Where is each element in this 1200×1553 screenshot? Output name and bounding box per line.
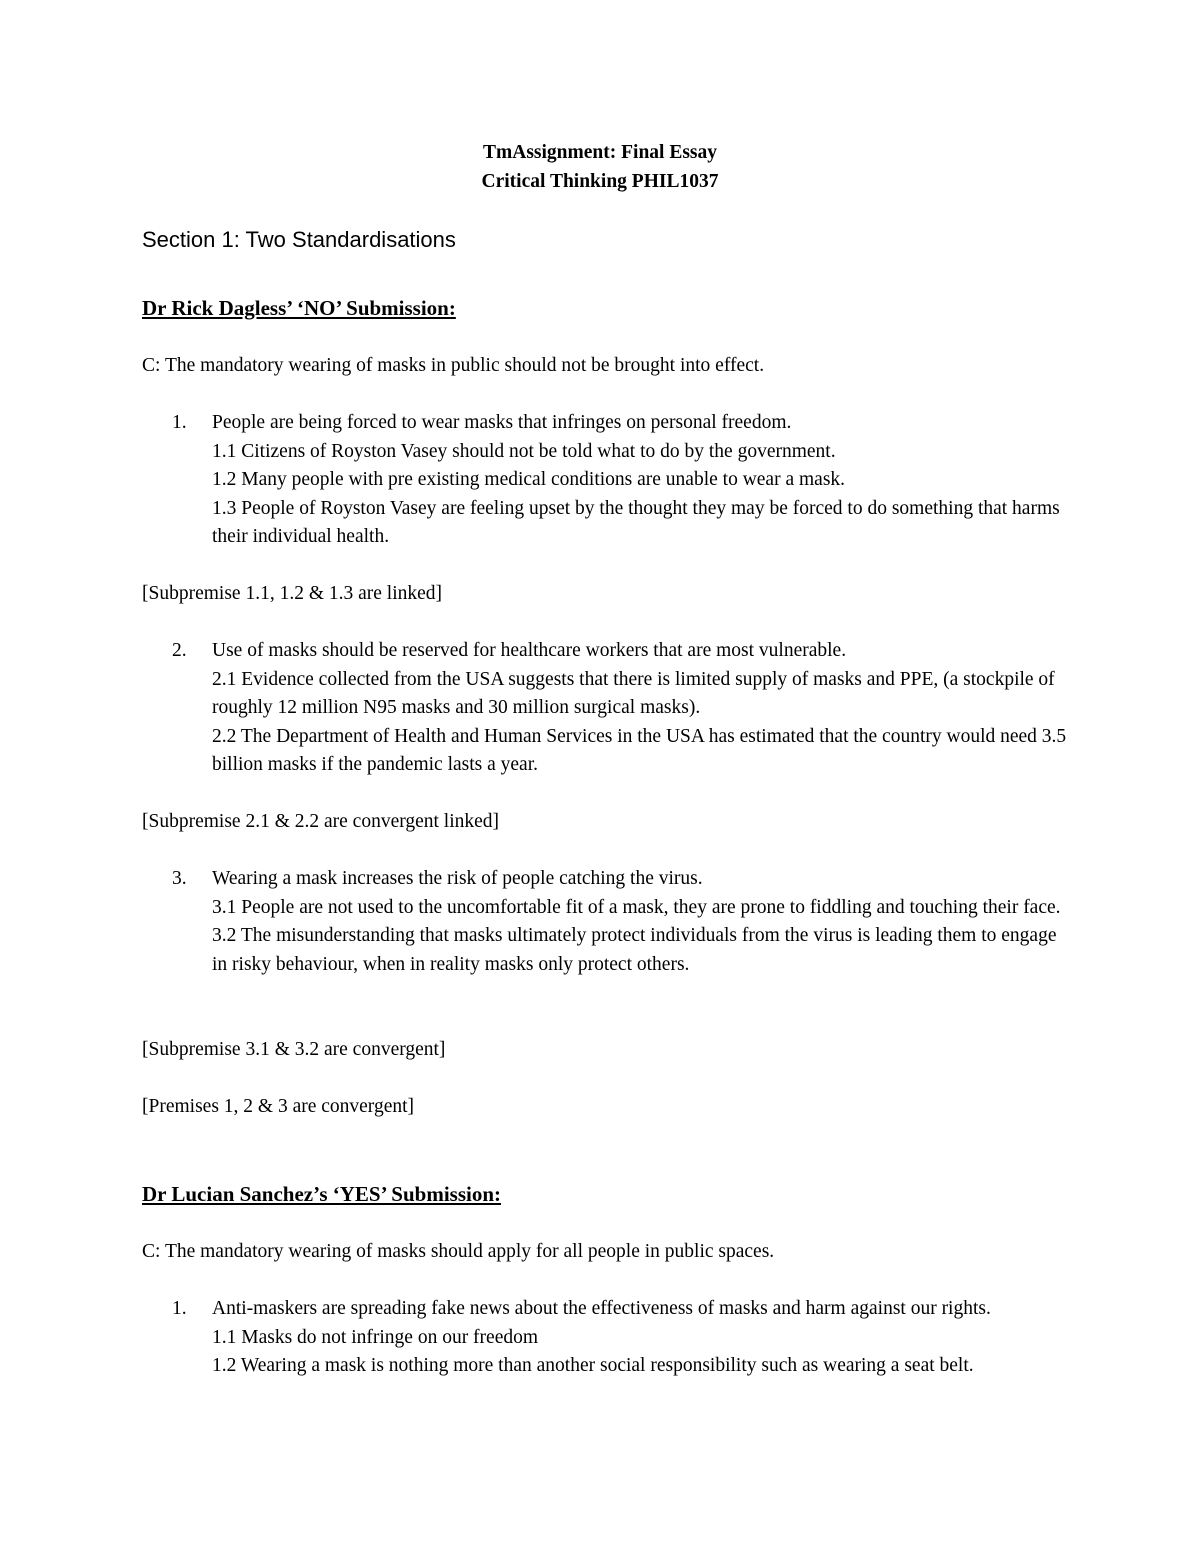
section-heading: Section 1: Two Standardisations [142, 227, 456, 252]
no-premise-3 [142, 865, 1072, 979]
premises-note: [Premises 1, 2 & 3 are convergent] [142, 1096, 415, 1117]
premise-number: 2. [172, 640, 187, 661]
document-title: TmAssignment: Final Essay [482, 142, 718, 163]
subpremise: 2.2 The Department of Health and Human Services in the USA has estimated that the country would need 3.5 billion masks if the pandemic lasts a year. [212, 725, 1067, 776]
subpremise: 1.1 Citizens of Royston Vasey should not be told what to do by the government. [212, 440, 836, 462]
linkage-note: [Subpremise 1.1, 1.2 & 1.3 are linked] [142, 583, 443, 604]
subpremise: 1.1 Masks do not infringe on our freedom [212, 1326, 539, 1348]
no-premise-2 [142, 637, 1072, 780]
yes-submission-heading: Dr Lucian Sanchez’s ‘YES’ Submission: [142, 1182, 502, 1206]
premise-number: 3. [172, 868, 187, 889]
yes-premise-1 [142, 1295, 1072, 1381]
yes-conclusion: C: The mandatory wearing of masks should apply for all people in public spaces. [142, 1241, 775, 1262]
no-submission-heading: Dr Rick Dagless’ ‘NO’ Submission: [142, 296, 456, 320]
subpremise: 1.2 Many people with pre existing medical conditions are unable to wear a mask. [212, 469, 846, 491]
premise-text: Wearing a mask increases the risk of people catching the virus. [212, 868, 703, 889]
premise-text: Use of masks should be reserved for healthcare workers that are most vulnerable. [212, 640, 847, 661]
subpremise: 2.1 Evidence collected from the USA suggests that there is limited supply of masks and PPE, (a stockpile of roughly 12 million N95 masks and 30 million surgical masks). [212, 668, 1055, 719]
linkage-note: [Subpremise 2.1 & 2.2 are convergent linked] [142, 811, 500, 832]
subpremise: 3.2 The misunderstanding that masks ultimately protect individuals from the virus is leading them to engage in risky behaviour, when in reality masks only protect others. [212, 925, 1057, 975]
no-conclusion: C: The mandatory wearing of masks in public should not be brought into effect. [142, 355, 765, 376]
premise-text: Anti-maskers are spreading fake news about the effectiveness of masks and harm against our rights. [212, 1298, 991, 1319]
subpremise: 1.3 People of Royston Vasey are feeling upset by the thought they may be forced to do something that harms their individual health. [212, 497, 1060, 548]
premise-number: 1. [172, 1298, 187, 1319]
premise-text: People are being forced to wear masks that infringes on personal freedom. [212, 412, 792, 433]
document-subtitle: Critical Thinking PHIL1037 [481, 170, 719, 192]
document-header [0, 139, 1200, 196]
no-premise-1 [142, 409, 1072, 552]
linkage-note: [Subpremise 3.1 & 3.2 are convergent] [142, 1039, 446, 1060]
subpremise: 3.1 People are not used to the uncomfortable fit of a mask, they are prone to fiddling and touching their face. [212, 896, 1061, 918]
premise-number: 1. [172, 412, 187, 433]
subpremise: 1.2 Wearing a mask is nothing more than another social responsibility such as wearing a seat belt. [212, 1355, 974, 1377]
